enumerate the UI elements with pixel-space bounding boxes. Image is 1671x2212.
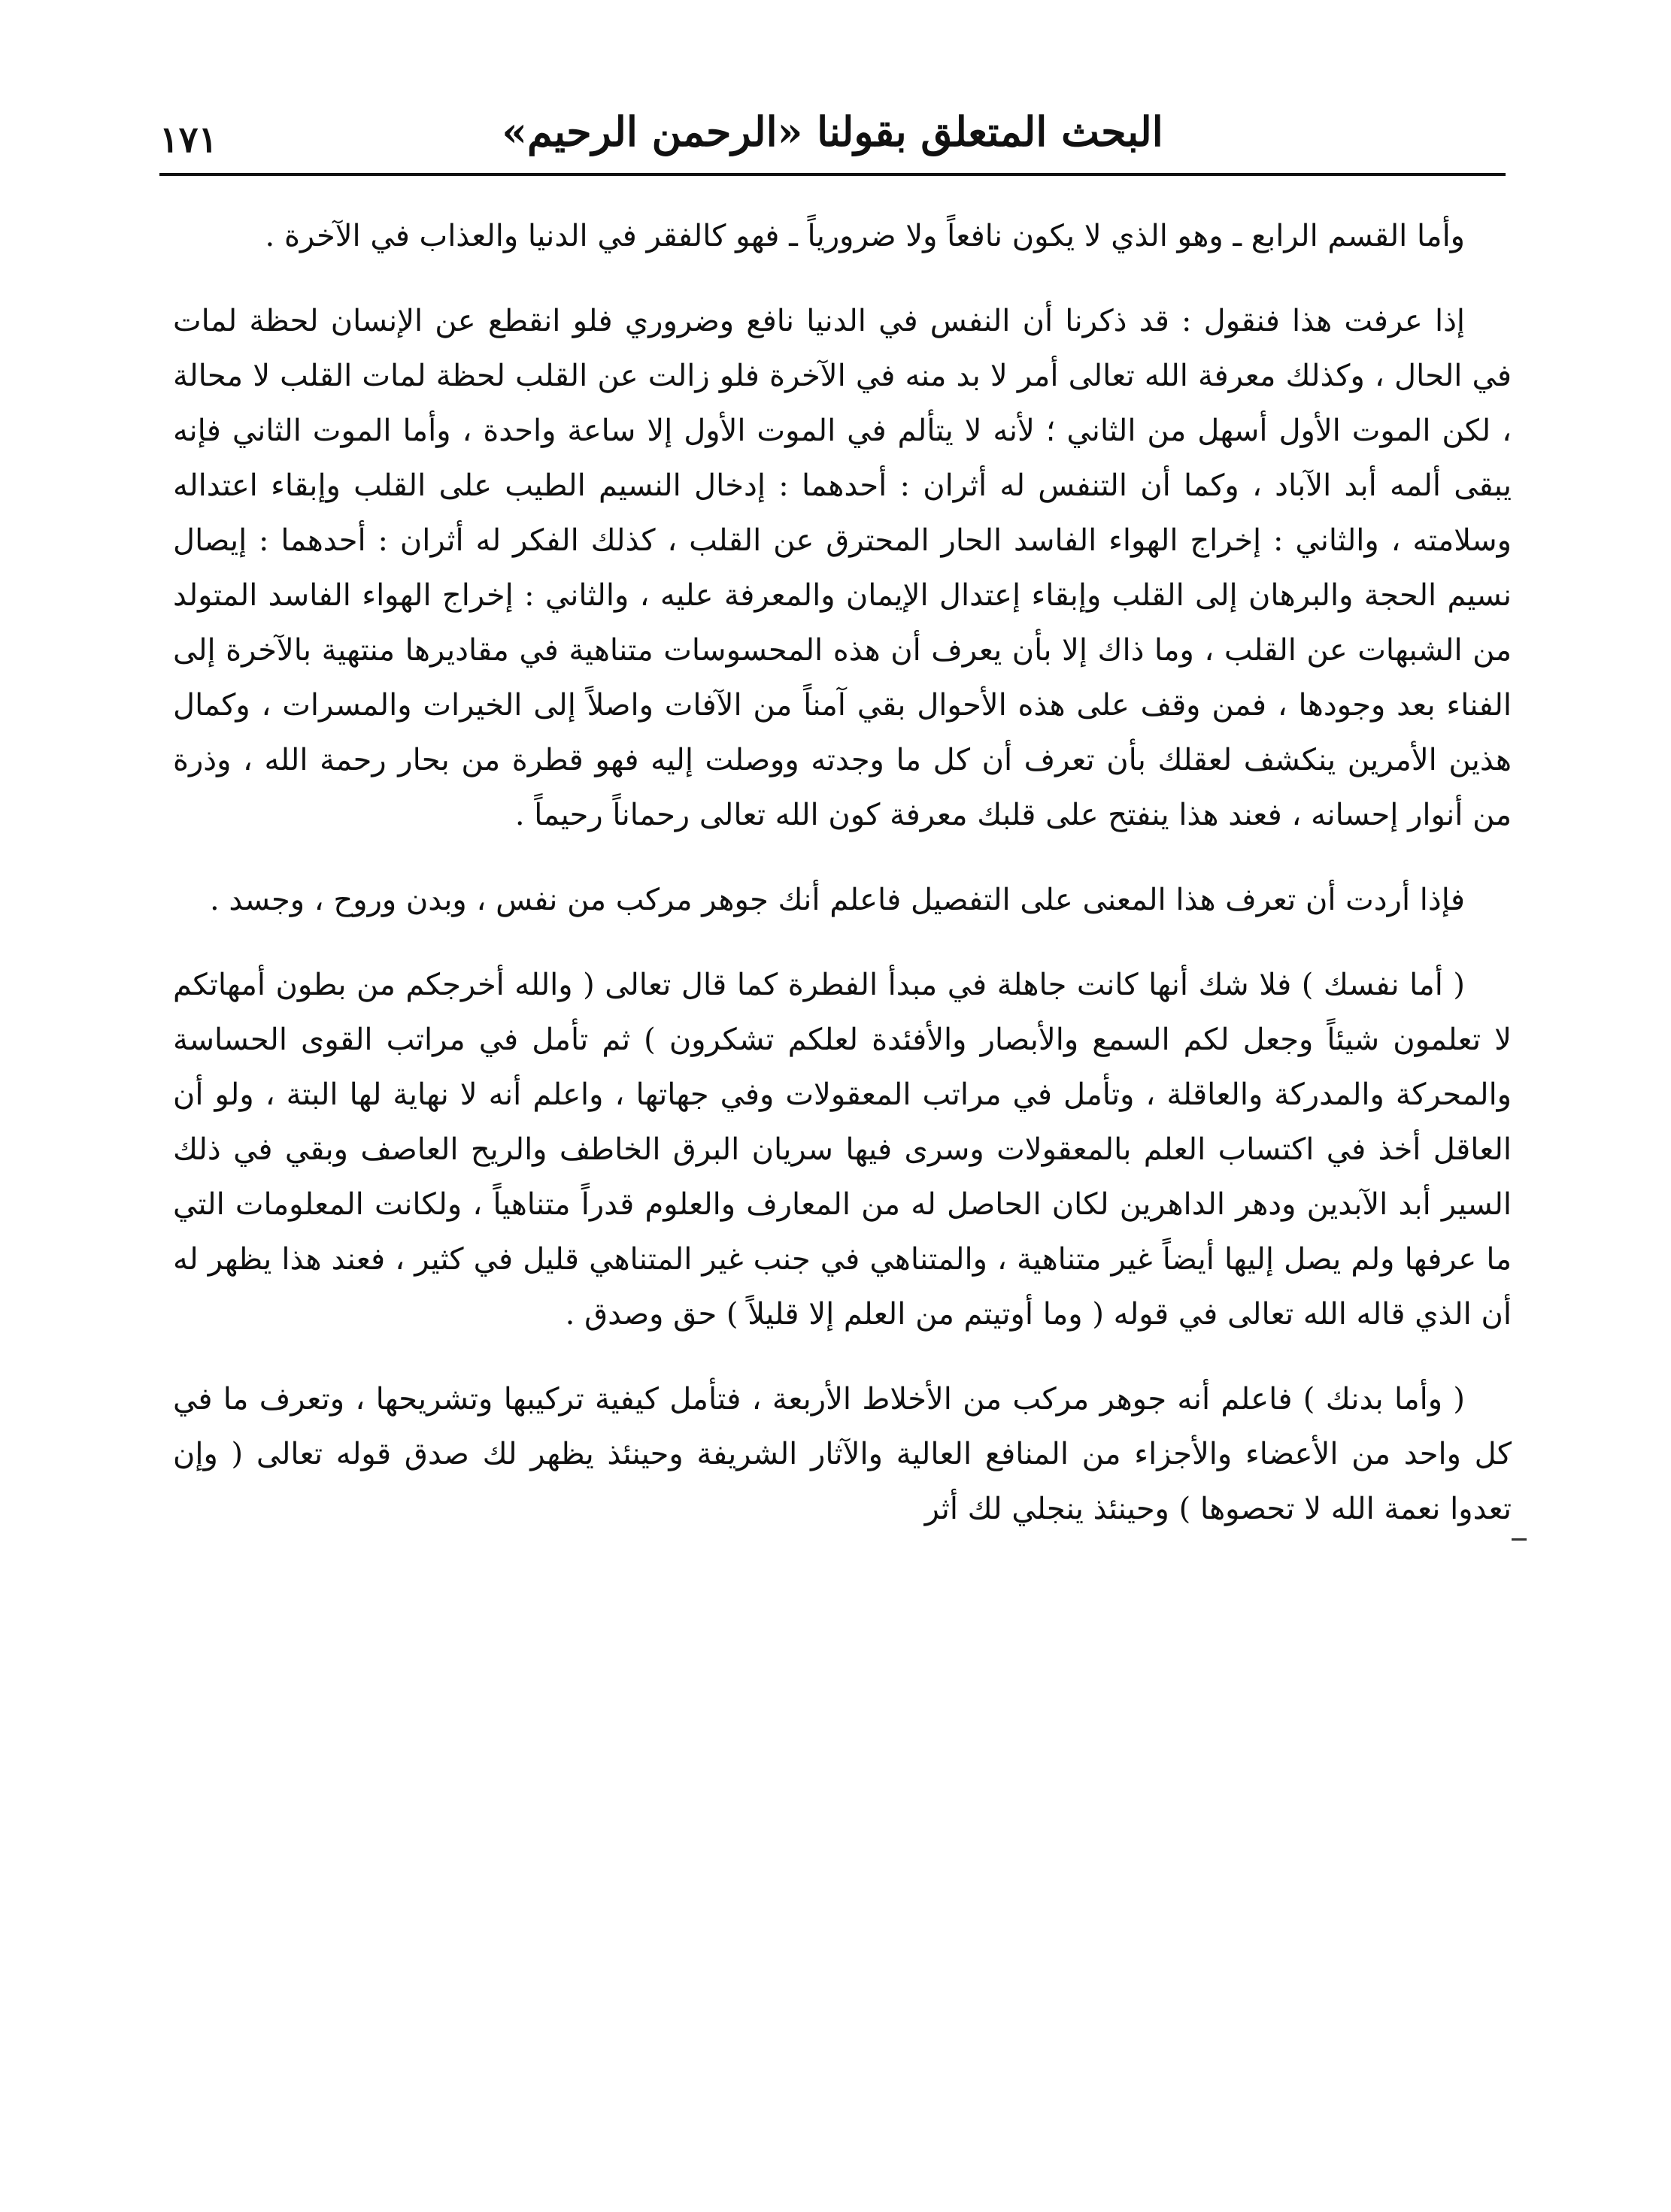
margin-tick-mark bbox=[1512, 1538, 1527, 1541]
paragraph-composite-essence: فإذا أردت أن تعرف هذا المعنى على التفصيل فاعلم أنك جوهر مركب من نفس ، وبدن وروح ، وجسد . bbox=[209, 883, 1465, 917]
running-title: البحث المتعلق بقولنا «الرحمن الرحيم» bbox=[502, 108, 1163, 156]
page-header bbox=[159, 90, 1506, 173]
paragraph-your-soul: ( أما نفسك ) فلا شك أنها كانت جاهلة في مبدأ الفطرة كما قال تعالى ( والله أخرجكم من بطون أمهاتكم لا تعلمون شيئاً وجعل لكم السمع والأبصار والأفئدة لعلكم تشكرون ) ثم تأمل في مراتب القوى الحساسة والمحركة والمدركة والعاقلة ، وتأمل في مراتب المعقولات وفي جهاتها ، واعلم أنه لا نهاية لها البتة ، ولو أن العاقل أخذ في اكتساب العلم بالمعقولات وسرى فيها سريان البرق الخاطف والريح العاصف وبقي في ذلك السير أبد الآبدين ودهر الداهرين لكان الحاصل له من المعارف والعلوم قدراً متناهياً ، ولكانت المعلومات التي ما عرفها ولم يصل إليها أيضاً غير متناهية ، والمتناهي في جنب غير المتناهي قليل في كثير ، فعند هذا يظهر له أن الذي قاله الله تعالى في قوله ( وما أوتيتم من العلم إلا قليلاً ) حق وصدق . bbox=[173, 968, 1512, 1332]
body-text bbox=[173, 209, 1512, 2179]
paragraph-your-body: ( وأما بدنك ) فاعلم أنه جوهر مركب من الأخلاط الأربعة ، فتأمل كيفية تركيبها وتشريحها ، وتعرف ما في كل واحد من الأعضاء والأجزاء من المنافع العالية والآثار الشريفة وحينئذ يظهر لك صدق قوله تعالى ( وإن تعدوا نعمة الله لا تحصوها ) وحينئذ ينجلي لك أثر bbox=[173, 1382, 1512, 1526]
page-number: ١٧١ bbox=[159, 119, 218, 161]
header-rule bbox=[159, 173, 1506, 176]
paragraph-breath-and-knowledge: إذا عرفت هذا فنقول : قد ذكرنا أن النفس في الدنيا نافع وضروري فلو انقطع عن الإنسان لحظة لمات في الحال ، وكذلك معرفة الله تعالى أمر لا بد منه في الآخرة فلو زالت عن القلب لحظة لمات القلب لا محالة ، لكن الموت الأول أسهل من الثاني ؛ لأنه لا يتألم في الموت الأول إلا ساعة واحدة ، وأما الموت الثاني فإنه يبقى ألمه أبد الآباد ، وكما أن التنفس له أثران : أحدهما : إدخال النسيم الطيب على القلب وإبقاء اعتداله وسلامته ، والثاني : إخراج الهواء الفاسد الحار المحترق عن القلب ، كذلك الفكر له أثران : أحدهما : إيصال نسيم الحجة والبرهان إلى القلب وإبقاء إعتدال الإيمان والمعرفة عليه ، والثاني : إخراج الهواء الفاسد المتولد من الشبهات عن القلب ، وما ذاك إلا بأن يعرف أن هذه المحسوسات متناهية في مقاديرها منتهية بالآخرة إلى الفناء بعد وجودها ، فمن وقف على هذه الأحوال بقي آمناً من الآفات واصلاً إلى الخيرات والمسرات ، وكمال هذين الأمرين ينكشف لعقلك بأن تعرف أن كل ما وجدته ووصلت إليه فهو قطرة من بحار رحمة الله ، وذرة من أنوار إحسانه ، فعند هذا ينفتح على قلبك معرفة كون الله تعالى رحماناً رحيماً . bbox=[173, 304, 1512, 832]
paragraph-fourth-category: وأما القسم الرابع ـ وهو الذي لا يكون نافعاً ولا ضرورياً ـ فهو كالفقر في الدنيا والعذاب في الآخرة . bbox=[265, 219, 1465, 253]
